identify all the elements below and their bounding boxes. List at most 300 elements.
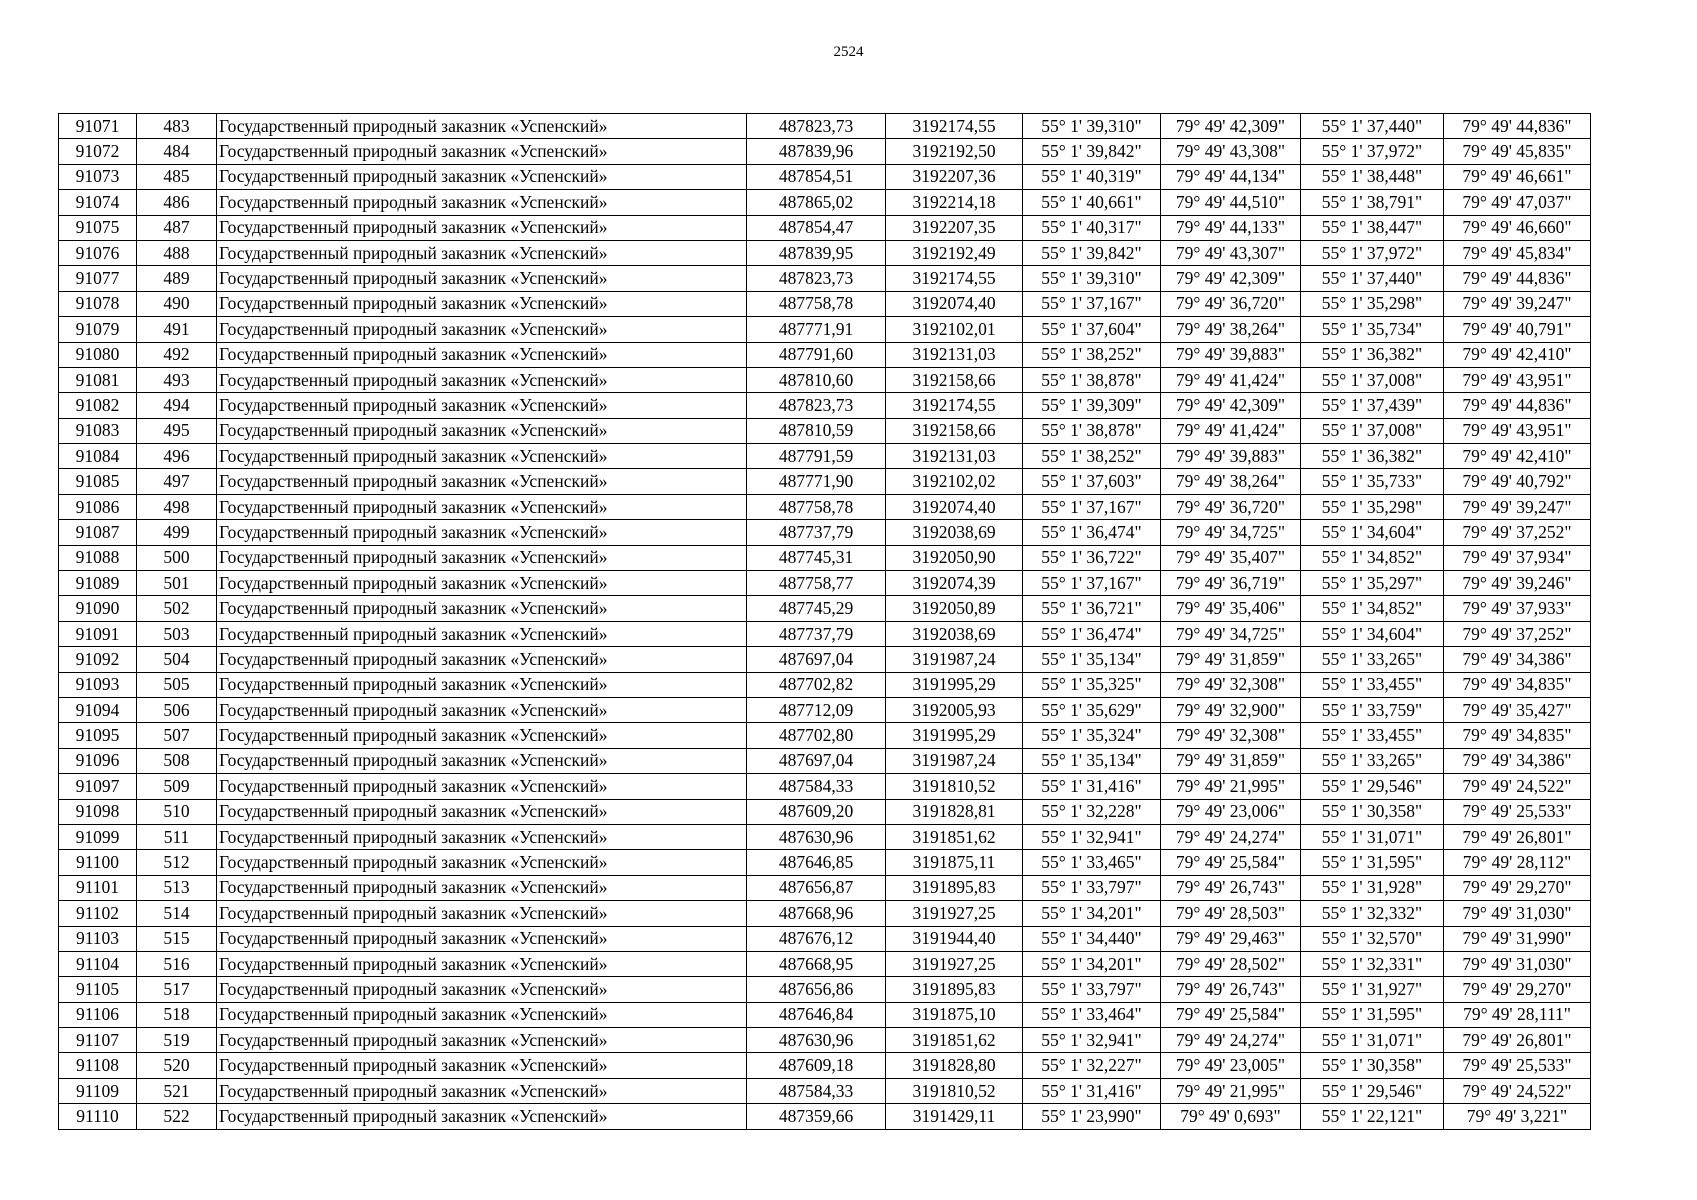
latitude-2-cell: 55° 1' 35,297" [1301,571,1444,596]
longitude-2-cell: 79° 49' 44,836" [1444,393,1591,418]
latitude-1-cell: 55° 1' 32,228" [1023,799,1161,824]
longitude-2-cell: 79° 49' 42,410" [1444,444,1591,469]
record-id-cell: 91093 [59,672,137,697]
record-id-cell: 91087 [59,520,137,545]
latitude-1-cell: 55° 1' 40,319" [1023,164,1161,189]
latitude-1-cell: 55° 1' 38,252" [1023,444,1161,469]
point-number-cell: 511 [137,824,217,849]
x-coordinate-cell: 487584,33 [747,774,886,799]
latitude-1-cell: 55° 1' 39,310" [1023,266,1161,291]
x-coordinate-cell: 487771,91 [747,317,886,342]
y-coordinate-cell: 3191895,83 [886,977,1023,1002]
record-id-cell: 91088 [59,545,137,570]
table-row [59,1028,1591,1053]
longitude-1-cell: 79° 49' 26,743" [1161,977,1301,1002]
latitude-2-cell: 55° 1' 30,358" [1301,1053,1444,1078]
latitude-2-cell: 55° 1' 35,733" [1301,469,1444,494]
x-coordinate-cell: 487791,59 [747,444,886,469]
record-id-cell: 91105 [59,977,137,1002]
table-row [59,748,1591,773]
record-id-cell: 91107 [59,1028,137,1053]
y-coordinate-cell: 3192005,93 [886,697,1023,722]
point-number-cell: 491 [137,317,217,342]
point-number-cell: 512 [137,850,217,875]
longitude-1-cell: 79° 49' 41,424" [1161,418,1301,443]
record-id-cell: 91082 [59,393,137,418]
object-name-cell: Государственный природный заказник «Успенский» [217,1002,747,1027]
y-coordinate-cell: 3192158,66 [886,418,1023,443]
longitude-2-cell: 79° 49' 31,990" [1444,926,1591,951]
table-row [59,571,1591,596]
longitude-2-cell: 79° 49' 34,835" [1444,672,1591,697]
longitude-2-cell: 79° 49' 43,951" [1444,367,1591,392]
x-coordinate-cell: 487630,96 [747,1028,886,1053]
record-id-cell: 91083 [59,418,137,443]
latitude-1-cell: 55° 1' 39,310" [1023,114,1161,139]
latitude-2-cell: 55° 1' 33,455" [1301,723,1444,748]
x-coordinate-cell: 487697,04 [747,647,886,672]
table-row [59,139,1591,164]
y-coordinate-cell: 3192158,66 [886,367,1023,392]
latitude-2-cell: 55° 1' 37,972" [1301,139,1444,164]
object-name-cell: Государственный природный заказник «Успенский» [217,596,747,621]
table-row [59,824,1591,849]
latitude-2-cell: 55° 1' 37,008" [1301,367,1444,392]
longitude-1-cell: 79° 49' 41,424" [1161,367,1301,392]
table-row [59,596,1591,621]
point-number-cell: 497 [137,469,217,494]
table-row [59,164,1591,189]
latitude-2-cell: 55° 1' 35,298" [1301,291,1444,316]
table-row [59,240,1591,265]
x-coordinate-cell: 487668,96 [747,901,886,926]
table-row [59,926,1591,951]
point-number-cell: 520 [137,1053,217,1078]
longitude-2-cell: 79° 49' 37,252" [1444,520,1591,545]
x-coordinate-cell: 487810,59 [747,418,886,443]
latitude-2-cell: 55° 1' 31,595" [1301,850,1444,875]
longitude-1-cell: 79° 49' 32,308" [1161,672,1301,697]
longitude-1-cell: 79° 49' 38,264" [1161,469,1301,494]
x-coordinate-cell: 487359,66 [747,1104,886,1129]
latitude-2-cell: 55° 1' 33,265" [1301,647,1444,672]
object-name-cell: Государственный природный заказник «Успенский» [217,748,747,773]
longitude-1-cell: 79° 49' 24,274" [1161,1028,1301,1053]
table-row [59,697,1591,722]
x-coordinate-cell: 487646,85 [747,850,886,875]
x-coordinate-cell: 487702,82 [747,672,886,697]
record-id-cell: 91078 [59,291,137,316]
point-number-cell: 518 [137,1002,217,1027]
latitude-2-cell: 55° 1' 37,972" [1301,240,1444,265]
y-coordinate-cell: 3191987,24 [886,647,1023,672]
y-coordinate-cell: 3191927,25 [886,951,1023,976]
latitude-1-cell: 55° 1' 39,309" [1023,393,1161,418]
y-coordinate-cell: 3192214,18 [886,190,1023,215]
x-coordinate-cell: 487737,79 [747,621,886,646]
longitude-2-cell: 79° 49' 42,410" [1444,342,1591,367]
record-id-cell: 91079 [59,317,137,342]
point-number-cell: 504 [137,647,217,672]
latitude-1-cell: 55° 1' 32,227" [1023,1053,1161,1078]
longitude-1-cell: 79° 49' 43,307" [1161,240,1301,265]
record-id-cell: 91103 [59,926,137,951]
y-coordinate-cell: 3191429,11 [886,1104,1023,1129]
object-name-cell: Государственный природный заказник «Успенский» [217,520,747,545]
latitude-2-cell: 55° 1' 31,071" [1301,1028,1444,1053]
x-coordinate-cell: 487697,04 [747,748,886,773]
record-id-cell: 91095 [59,723,137,748]
latitude-1-cell: 55° 1' 35,134" [1023,647,1161,672]
longitude-2-cell: 79° 49' 44,836" [1444,114,1591,139]
longitude-1-cell: 79° 49' 25,584" [1161,850,1301,875]
longitude-1-cell: 79° 49' 29,463" [1161,926,1301,951]
record-id-cell: 91106 [59,1002,137,1027]
point-number-cell: 522 [137,1104,217,1129]
y-coordinate-cell: 3191810,52 [886,774,1023,799]
x-coordinate-cell: 487656,87 [747,875,886,900]
record-id-cell: 91074 [59,190,137,215]
point-number-cell: 519 [137,1028,217,1053]
latitude-2-cell: 55° 1' 37,439" [1301,393,1444,418]
table-row [59,799,1591,824]
record-id-cell: 91091 [59,621,137,646]
longitude-1-cell: 79° 49' 36,720" [1161,291,1301,316]
latitude-1-cell: 55° 1' 34,201" [1023,901,1161,926]
latitude-1-cell: 55° 1' 37,167" [1023,494,1161,519]
latitude-2-cell: 55° 1' 22,121" [1301,1104,1444,1129]
record-id-cell: 91097 [59,774,137,799]
y-coordinate-cell: 3191875,10 [886,1002,1023,1027]
point-number-cell: 516 [137,951,217,976]
coordinates-table [58,113,1591,1130]
longitude-1-cell: 79° 49' 43,308" [1161,139,1301,164]
y-coordinate-cell: 3192174,55 [886,393,1023,418]
longitude-1-cell: 79° 49' 32,900" [1161,697,1301,722]
x-coordinate-cell: 487810,60 [747,367,886,392]
table-row [59,367,1591,392]
page-number: 2524 [833,44,864,60]
latitude-1-cell: 55° 1' 39,842" [1023,240,1161,265]
latitude-1-cell: 55° 1' 36,474" [1023,520,1161,545]
point-number-cell: 488 [137,240,217,265]
table-row [59,266,1591,291]
x-coordinate-cell: 487854,47 [747,215,886,240]
latitude-2-cell: 55° 1' 31,928" [1301,875,1444,900]
table-row [59,190,1591,215]
table-row [59,723,1591,748]
record-id-cell: 91077 [59,266,137,291]
latitude-1-cell: 55° 1' 39,842" [1023,139,1161,164]
point-number-cell: 496 [137,444,217,469]
object-name-cell: Государственный природный заказник «Успенский» [217,367,747,392]
y-coordinate-cell: 3192074,40 [886,494,1023,519]
object-name-cell: Государственный природный заказник «Успенский» [217,723,747,748]
y-coordinate-cell: 3191828,81 [886,799,1023,824]
y-coordinate-cell: 3192102,02 [886,469,1023,494]
object-name-cell: Государственный природный заказник «Успенский» [217,1028,747,1053]
object-name-cell: Государственный природный заказник «Успенский» [217,418,747,443]
object-name-cell: Государственный природный заказник «Успенский» [217,444,747,469]
object-name-cell: Государственный природный заказник «Успенский» [217,139,747,164]
x-coordinate-cell: 487865,02 [747,190,886,215]
table-row [59,317,1591,342]
object-name-cell: Государственный природный заказник «Успенский» [217,317,747,342]
x-coordinate-cell: 487584,33 [747,1078,886,1103]
longitude-1-cell: 79° 49' 39,883" [1161,342,1301,367]
longitude-1-cell: 79° 49' 44,134" [1161,164,1301,189]
latitude-1-cell: 55° 1' 37,167" [1023,291,1161,316]
object-name-cell: Государственный природный заказник «Успенский» [217,824,747,849]
y-coordinate-cell: 3191875,11 [886,850,1023,875]
y-coordinate-cell: 3192038,69 [886,621,1023,646]
longitude-1-cell: 79° 49' 34,725" [1161,621,1301,646]
longitude-1-cell: 79° 49' 23,006" [1161,799,1301,824]
point-number-cell: 521 [137,1078,217,1103]
longitude-2-cell: 79° 49' 35,427" [1444,697,1591,722]
object-name-cell: Государственный природный заказник «Успенский» [217,215,747,240]
longitude-2-cell: 79° 49' 39,247" [1444,494,1591,519]
table-body [59,114,1591,1130]
longitude-1-cell: 79° 49' 21,995" [1161,774,1301,799]
record-id-cell: 91080 [59,342,137,367]
longitude-1-cell: 79° 49' 35,406" [1161,596,1301,621]
latitude-2-cell: 55° 1' 35,734" [1301,317,1444,342]
y-coordinate-cell: 3191851,62 [886,824,1023,849]
table-row [59,621,1591,646]
point-number-cell: 485 [137,164,217,189]
y-coordinate-cell: 3192174,55 [886,266,1023,291]
latitude-1-cell: 55° 1' 40,317" [1023,215,1161,240]
x-coordinate-cell: 487609,20 [747,799,886,824]
x-coordinate-cell: 487656,86 [747,977,886,1002]
longitude-2-cell: 79° 49' 31,030" [1444,901,1591,926]
table-row [59,875,1591,900]
latitude-1-cell: 55° 1' 23,990" [1023,1104,1161,1129]
record-id-cell: 91108 [59,1053,137,1078]
point-number-cell: 499 [137,520,217,545]
longitude-1-cell: 79° 49' 24,274" [1161,824,1301,849]
point-number-cell: 502 [137,596,217,621]
object-name-cell: Государственный природный заказник «Успенский» [217,621,747,646]
latitude-1-cell: 55° 1' 36,721" [1023,596,1161,621]
longitude-1-cell: 79° 49' 0,693" [1161,1104,1301,1129]
object-name-cell: Государственный природный заказник «Успенский» [217,545,747,570]
record-id-cell: 91101 [59,875,137,900]
latitude-2-cell: 55° 1' 33,759" [1301,697,1444,722]
latitude-2-cell: 55° 1' 37,440" [1301,266,1444,291]
latitude-2-cell: 55° 1' 38,448" [1301,164,1444,189]
latitude-2-cell: 55° 1' 32,332" [1301,901,1444,926]
object-name-cell: Государственный природный заказник «Успенский» [217,571,747,596]
object-name-cell: Государственный природный заказник «Успенский» [217,469,747,494]
x-coordinate-cell: 487745,31 [747,545,886,570]
x-coordinate-cell: 487839,95 [747,240,886,265]
latitude-2-cell: 55° 1' 33,455" [1301,672,1444,697]
latitude-2-cell: 55° 1' 34,604" [1301,520,1444,545]
record-id-cell: 91094 [59,697,137,722]
record-id-cell: 91076 [59,240,137,265]
record-id-cell: 91075 [59,215,137,240]
longitude-2-cell: 79° 49' 46,660" [1444,215,1591,240]
longitude-1-cell: 79° 49' 23,005" [1161,1053,1301,1078]
table-row [59,977,1591,1002]
object-name-cell: Государственный природный заказник «Успенский» [217,977,747,1002]
point-number-cell: 507 [137,723,217,748]
point-number-cell: 517 [137,977,217,1002]
longitude-2-cell: 79° 49' 40,791" [1444,317,1591,342]
latitude-2-cell: 55° 1' 38,447" [1301,215,1444,240]
x-coordinate-cell: 487758,77 [747,571,886,596]
record-id-cell: 91073 [59,164,137,189]
longitude-1-cell: 79° 49' 28,503" [1161,901,1301,926]
longitude-2-cell: 79° 49' 26,801" [1444,824,1591,849]
latitude-2-cell: 55° 1' 31,927" [1301,977,1444,1002]
y-coordinate-cell: 3192192,49 [886,240,1023,265]
table-row [59,469,1591,494]
latitude-2-cell: 55° 1' 32,570" [1301,926,1444,951]
point-number-cell: 489 [137,266,217,291]
table-row [59,647,1591,672]
latitude-1-cell: 55° 1' 38,878" [1023,418,1161,443]
longitude-2-cell: 79° 49' 31,030" [1444,951,1591,976]
point-number-cell: 513 [137,875,217,900]
point-number-cell: 501 [137,571,217,596]
object-name-cell: Государственный природный заказник «Успенский» [217,799,747,824]
point-number-cell: 505 [137,672,217,697]
x-coordinate-cell: 487668,95 [747,951,886,976]
point-number-cell: 506 [137,697,217,722]
record-id-cell: 91109 [59,1078,137,1103]
longitude-2-cell: 79° 49' 25,533" [1444,1053,1591,1078]
object-name-cell: Государственный природный заказник «Успенский» [217,342,747,367]
table-row [59,1053,1591,1078]
object-name-cell: Государственный природный заказник «Успенский» [217,291,747,316]
table-row [59,951,1591,976]
latitude-1-cell: 55° 1' 35,134" [1023,748,1161,773]
longitude-2-cell: 79° 49' 28,111" [1444,1002,1591,1027]
latitude-2-cell: 55° 1' 30,358" [1301,799,1444,824]
y-coordinate-cell: 3192131,03 [886,444,1023,469]
latitude-1-cell: 55° 1' 32,941" [1023,1028,1161,1053]
latitude-1-cell: 55° 1' 36,474" [1023,621,1161,646]
record-id-cell: 91096 [59,748,137,773]
point-number-cell: 500 [137,545,217,570]
latitude-1-cell: 55° 1' 35,325" [1023,672,1161,697]
y-coordinate-cell: 3191995,29 [886,672,1023,697]
y-coordinate-cell: 3191927,25 [886,901,1023,926]
latitude-2-cell: 55° 1' 37,008" [1301,418,1444,443]
longitude-2-cell: 79° 49' 24,522" [1444,774,1591,799]
longitude-2-cell: 79° 49' 37,934" [1444,545,1591,570]
table-row [59,393,1591,418]
y-coordinate-cell: 3192050,90 [886,545,1023,570]
table-row [59,215,1591,240]
longitude-1-cell: 79° 49' 35,407" [1161,545,1301,570]
point-number-cell: 486 [137,190,217,215]
table-row [59,444,1591,469]
table-row [59,1078,1591,1103]
latitude-2-cell: 55° 1' 33,265" [1301,748,1444,773]
longitude-2-cell: 79° 49' 39,246" [1444,571,1591,596]
table-row [59,114,1591,139]
y-coordinate-cell: 3192192,50 [886,139,1023,164]
x-coordinate-cell: 487745,29 [747,596,886,621]
object-name-cell: Государственный природный заказник «Успенский» [217,901,747,926]
longitude-1-cell: 79° 49' 28,502" [1161,951,1301,976]
table-row [59,520,1591,545]
latitude-2-cell: 55° 1' 34,852" [1301,596,1444,621]
longitude-1-cell: 79° 49' 44,133" [1161,215,1301,240]
point-number-cell: 495 [137,418,217,443]
record-id-cell: 91092 [59,647,137,672]
point-number-cell: 509 [137,774,217,799]
latitude-2-cell: 55° 1' 35,298" [1301,494,1444,519]
longitude-1-cell: 79° 49' 44,510" [1161,190,1301,215]
x-coordinate-cell: 487758,78 [747,494,886,519]
longitude-2-cell: 79° 49' 44,836" [1444,266,1591,291]
x-coordinate-cell: 487823,73 [747,393,886,418]
longitude-1-cell: 79° 49' 31,859" [1161,647,1301,672]
x-coordinate-cell: 487676,12 [747,926,886,951]
latitude-1-cell: 55° 1' 33,797" [1023,875,1161,900]
point-number-cell: 510 [137,799,217,824]
latitude-1-cell: 55° 1' 35,629" [1023,697,1161,722]
latitude-2-cell: 55° 1' 34,604" [1301,621,1444,646]
longitude-1-cell: 79° 49' 34,725" [1161,520,1301,545]
y-coordinate-cell: 3192207,35 [886,215,1023,240]
latitude-1-cell: 55° 1' 34,201" [1023,951,1161,976]
point-number-cell: 494 [137,393,217,418]
object-name-cell: Государственный природный заказник «Успенский» [217,951,747,976]
object-name-cell: Государственный природный заказник «Успенский» [217,494,747,519]
table-row [59,545,1591,570]
latitude-2-cell: 55° 1' 34,852" [1301,545,1444,570]
latitude-2-cell: 55° 1' 32,331" [1301,951,1444,976]
latitude-1-cell: 55° 1' 31,416" [1023,774,1161,799]
longitude-2-cell: 79° 49' 3,221" [1444,1104,1591,1129]
x-coordinate-cell: 487823,73 [747,114,886,139]
point-number-cell: 484 [137,139,217,164]
longitude-1-cell: 79° 49' 36,720" [1161,494,1301,519]
point-number-cell: 492 [137,342,217,367]
object-name-cell: Государственный природный заказник «Успенский» [217,393,747,418]
longitude-1-cell: 79° 49' 21,995" [1161,1078,1301,1103]
latitude-1-cell: 55° 1' 33,464" [1023,1002,1161,1027]
object-name-cell: Государственный природный заказник «Успенский» [217,647,747,672]
record-id-cell: 91081 [59,367,137,392]
y-coordinate-cell: 3191828,80 [886,1053,1023,1078]
latitude-1-cell: 55° 1' 38,878" [1023,367,1161,392]
record-id-cell: 91098 [59,799,137,824]
latitude-2-cell: 55° 1' 31,071" [1301,824,1444,849]
x-coordinate-cell: 487823,73 [747,266,886,291]
record-id-cell: 91090 [59,596,137,621]
x-coordinate-cell: 487758,78 [747,291,886,316]
longitude-2-cell: 79° 49' 47,037" [1444,190,1591,215]
x-coordinate-cell: 487646,84 [747,1002,886,1027]
longitude-1-cell: 79° 49' 39,883" [1161,444,1301,469]
y-coordinate-cell: 3192074,39 [886,571,1023,596]
table-row [59,291,1591,316]
record-id-cell: 91086 [59,494,137,519]
object-name-cell: Государственный природный заказник «Успенский» [217,697,747,722]
record-id-cell: 91072 [59,139,137,164]
object-name-cell: Государственный природный заказник «Успенский» [217,164,747,189]
point-number-cell: 514 [137,901,217,926]
latitude-2-cell: 55° 1' 36,382" [1301,444,1444,469]
y-coordinate-cell: 3192038,69 [886,520,1023,545]
